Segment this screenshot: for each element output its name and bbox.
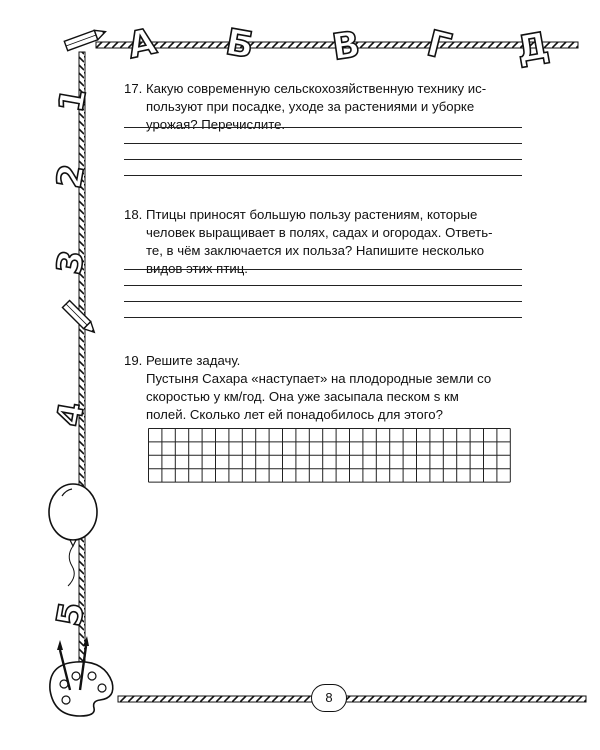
side-number-1: 1 bbox=[51, 85, 95, 116]
question-number: 19. bbox=[124, 353, 143, 368]
balloon-icon bbox=[49, 484, 97, 586]
header-letter-4: Г bbox=[422, 23, 456, 69]
answer-lines-17[interactable] bbox=[124, 126, 522, 190]
answer-line[interactable] bbox=[124, 126, 522, 128]
side-number-2: 2 bbox=[49, 161, 93, 192]
left-border-rope bbox=[79, 52, 85, 672]
side-number-5: 5 bbox=[49, 599, 93, 630]
answer-line[interactable] bbox=[124, 174, 522, 176]
header-letter-3: В bbox=[329, 24, 363, 69]
header-letter-5: Д bbox=[513, 25, 553, 72]
answer-line[interactable] bbox=[124, 284, 522, 286]
answer-lines-18[interactable] bbox=[124, 268, 522, 332]
side-number-4: 4 bbox=[49, 399, 93, 430]
page-number: 8 bbox=[311, 684, 347, 712]
header-letter-1: А bbox=[124, 21, 160, 68]
question-text: Какую современную сельскохозяйственную технику ис- пользуют при посадке, уходе за растениями и уборке урожая? Перечислите. bbox=[146, 81, 487, 132]
question-number: 17. bbox=[124, 81, 143, 96]
answer-line[interactable] bbox=[124, 316, 522, 318]
question-text: Пустыня Сахара «наступает» на плодородные земли со скоростью y км/год. Она уже засыпала песком s км полей. Сколько лет ей понадобилось для этого? bbox=[146, 371, 492, 422]
question-19 bbox=[124, 352, 524, 424]
question-text: Птицы приносят большую пользу растениям, которые человек выращивает в полях, садах и огородах. Ответь- те, в чём заключается их польза? Напишите несколько видов этих птиц. bbox=[146, 207, 493, 276]
answer-line[interactable] bbox=[124, 142, 522, 144]
answer-grid[interactable] bbox=[148, 428, 511, 488]
bottom-border-rope bbox=[118, 696, 586, 702]
answer-grid-cells[interactable] bbox=[148, 428, 511, 483]
side-number-3: 3 bbox=[49, 247, 93, 278]
answer-line[interactable] bbox=[124, 158, 522, 160]
answer-line[interactable] bbox=[124, 300, 522, 302]
header-letter-2: Б bbox=[222, 21, 257, 68]
question-number: 18. bbox=[124, 207, 143, 222]
answer-line[interactable] bbox=[124, 268, 522, 270]
question-title: Решите задачу. bbox=[146, 353, 241, 368]
